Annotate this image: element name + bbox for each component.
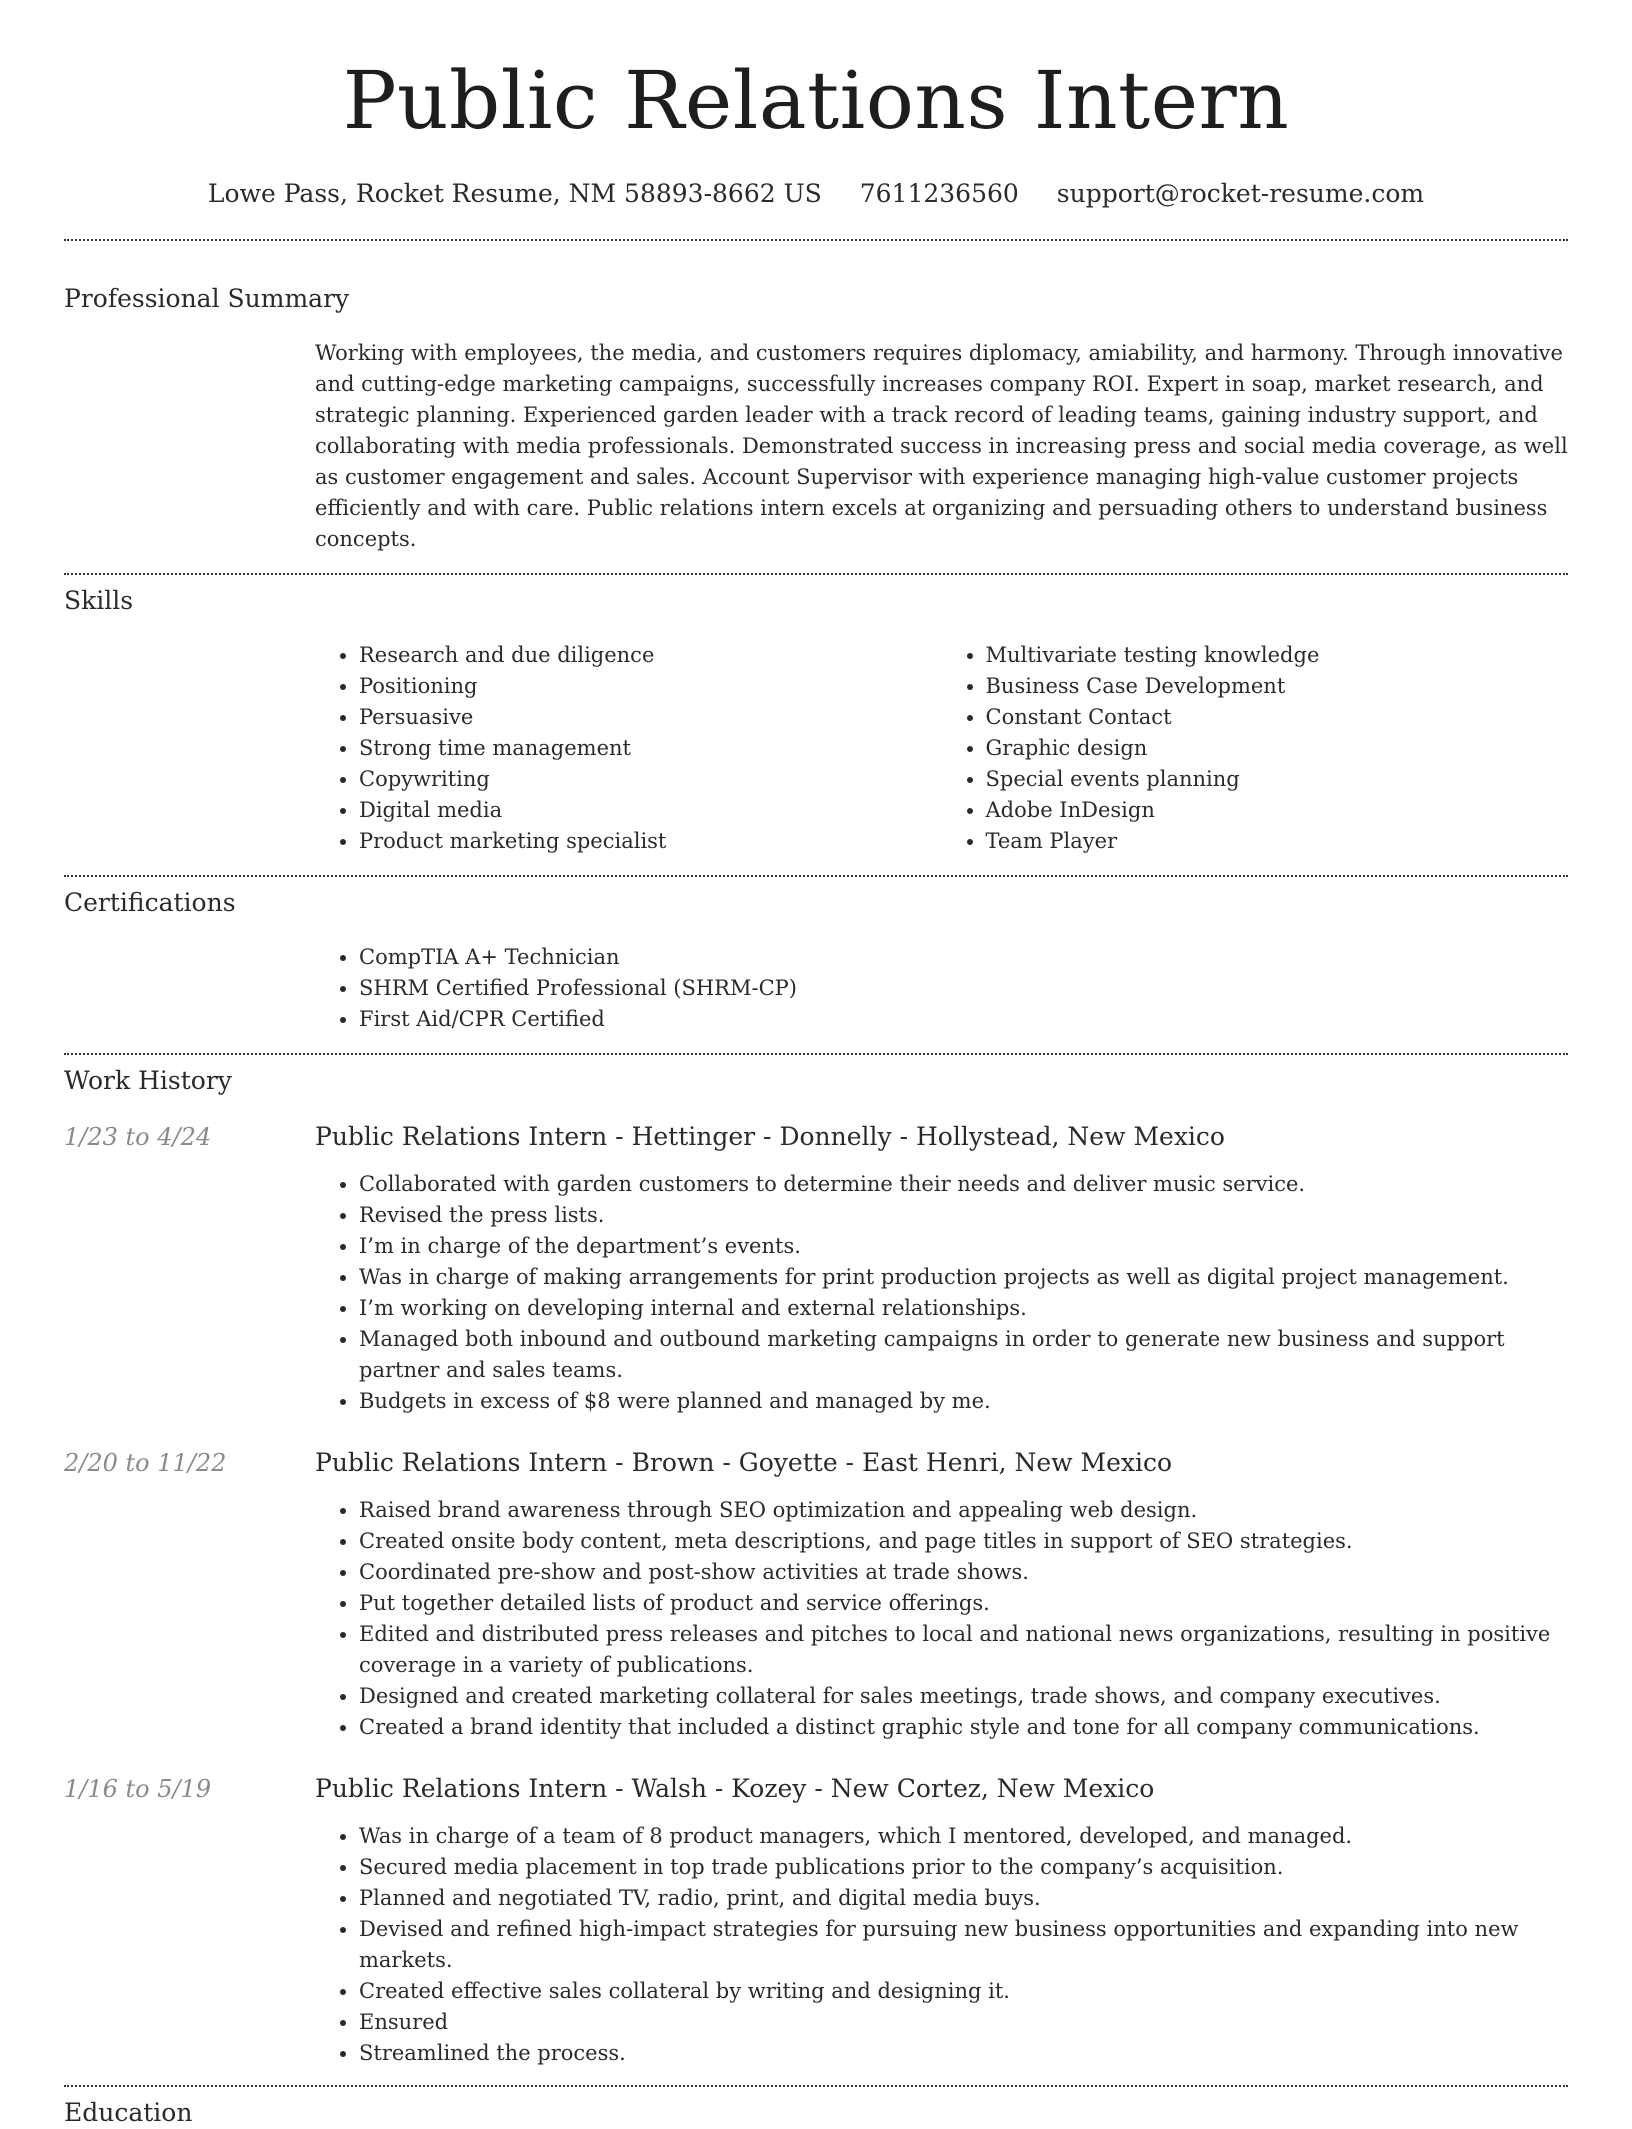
job-bullet: • Collaborated with garden customers to determine their needs and deliver music service. xyxy=(359,1169,1568,1200)
job-entry xyxy=(64,1447,1568,1743)
skill-item: • Business Case Development xyxy=(986,671,1569,702)
skill-item: • Copywriting xyxy=(359,764,942,795)
job-bullet: • Revised the press lists. xyxy=(359,1200,1568,1231)
job-dates: 1/23 to 4/24 xyxy=(64,1123,212,1151)
skill-item: • Persuasive xyxy=(359,702,942,733)
divider xyxy=(64,2085,1568,2087)
certification-item: • First Aid/CPR Certified xyxy=(359,1004,1568,1035)
skill-item: • Team Player xyxy=(986,826,1569,857)
job-title: Public Relations Intern - Brown - Goyette - East Henri, New Mexico xyxy=(315,1448,1173,1477)
job-bullet: • Was in charge of making arrangements for print production projects as well as digital project management. xyxy=(359,1262,1568,1293)
job-bullet: • Secured media placement in top trade publications prior to the company’s acquisition. xyxy=(359,1852,1568,1883)
skills-list-right xyxy=(942,640,1569,857)
job-title: Public Relations Intern - Hettinger - Donnelly - Hollystead, New Mexico xyxy=(315,1122,1225,1151)
contact-address: Lowe Pass, Rocket Resume, NM 58893-8662 US xyxy=(207,179,822,208)
job-bullet: • I’m working on developing internal and external relationships. xyxy=(359,1293,1568,1324)
skills-list-left xyxy=(315,640,942,857)
education-section xyxy=(64,2097,1568,2129)
work-history-section xyxy=(64,1065,1568,2069)
skill-item: • Constant Contact xyxy=(986,702,1569,733)
contact-email: support@rocket-resume.com xyxy=(1056,179,1425,208)
job-bullet: • Raised brand awareness through SEO optimization and appealing web design. xyxy=(359,1495,1568,1526)
job-bullet: • Designed and created marketing collateral for sales meetings, trade shows, and company executives. xyxy=(359,1681,1568,1712)
job-bullet: • Created effective sales collateral by writing and designing it. xyxy=(359,1976,1568,2007)
contact-line xyxy=(64,178,1568,210)
job-bullet: • Planned and negotiated TV, radio, print, and digital media buys. xyxy=(359,1883,1568,1914)
job-bullets xyxy=(315,1821,1568,2069)
skills-section xyxy=(64,585,1568,857)
job-bullet: • Was in charge of a team of 8 product managers, which I mentored, developed, and managed. xyxy=(359,1821,1568,1852)
divider xyxy=(64,875,1568,877)
divider xyxy=(64,239,1568,241)
job-entry xyxy=(64,1121,1568,1417)
job-bullet: • Managed both inbound and outbound marketing campaigns in order to generate new business and support partner and sales teams. xyxy=(359,1324,1568,1386)
job-title: Public Relations Intern - Walsh - Kozey - New Cortez, New Mexico xyxy=(315,1774,1155,1803)
resume-name: Public Relations Intern xyxy=(342,54,1290,147)
job-bullet: • Streamlined the process. xyxy=(359,2038,1568,2069)
divider xyxy=(64,1053,1568,1055)
skill-item: • Adobe InDesign xyxy=(986,795,1569,826)
skill-item: • Strong time management xyxy=(359,733,942,764)
summary-section xyxy=(64,283,1568,555)
skill-item: • Positioning xyxy=(359,671,942,702)
job-bullet: • Edited and distributed press releases and pitches to local and national news organizations, resulting in positive coverage in a variety of publications. xyxy=(359,1619,1568,1681)
job-bullet: • Created onsite body content, meta descriptions, and page titles in support of SEO strategies. xyxy=(359,1526,1568,1557)
skill-item: • Graphic design xyxy=(986,733,1569,764)
divider xyxy=(64,573,1568,575)
certifications-list xyxy=(315,942,1568,1035)
summary-text: Working with employees, the media, and customers requires diplomacy, amiability, and harmony. Through innovative and cutting-edge marketing campaigns, successfully increases company ROI. Expert in soap, market research, and strategic planning. Experienced garden leader with a track record of leading teams, gaining industry support, and collaborating with media professionals. Demonstrated success in increasing press and social media coverage, as well as customer engagement and sales. Account Supervisor with experience managing high-value customer projects efficiently and with care. Public relations intern excels at organizing and persuading others to understand business concepts. xyxy=(315,341,1568,551)
job-dates: 1/16 to 5/19 xyxy=(64,1775,212,1803)
job-bullet: • I’m in charge of the department’s events. xyxy=(359,1231,1568,1262)
certification-item: • SHRM Certified Professional (SHRM-CP) xyxy=(359,973,1568,1004)
job-bullet: • Created a brand identity that included a distinct graphic style and tone for all company communications. xyxy=(359,1712,1568,1743)
certification-item: • CompTIA A+ Technician xyxy=(359,942,1568,973)
job-bullet: • Ensured xyxy=(359,2007,1568,2038)
skills-heading: Skills xyxy=(64,586,134,615)
certifications-heading: Certifications xyxy=(64,888,236,917)
skill-item: • Product marketing specialist xyxy=(359,826,942,857)
work-history-heading: Work History xyxy=(64,1066,232,1095)
skill-item: • Special events planning xyxy=(986,764,1569,795)
skill-item: • Research and due diligence xyxy=(359,640,942,671)
education-heading: Education xyxy=(64,2098,193,2127)
job-entry xyxy=(64,1773,1568,2069)
contact-phone: 7611236560 xyxy=(859,179,1019,208)
skill-item: • Multivariate testing knowledge xyxy=(986,640,1569,671)
summary-heading: Professional Summary xyxy=(64,284,350,313)
job-bullet: • Devised and refined high-impact strategies for pursuing new business opportunities and expanding into new markets. xyxy=(359,1914,1568,1976)
job-bullet: • Coordinated pre-show and post-show activities at trade shows. xyxy=(359,1557,1568,1588)
job-bullets xyxy=(315,1495,1568,1743)
job-bullets xyxy=(315,1169,1568,1417)
job-bullet: • Put together detailed lists of product and service offerings. xyxy=(359,1588,1568,1619)
certifications-section xyxy=(64,887,1568,1035)
skill-item: • Digital media xyxy=(359,795,942,826)
job-dates: 2/20 to 11/22 xyxy=(64,1449,227,1477)
job-bullet: • Budgets in excess of $8 were planned and managed by me. xyxy=(359,1386,1568,1417)
